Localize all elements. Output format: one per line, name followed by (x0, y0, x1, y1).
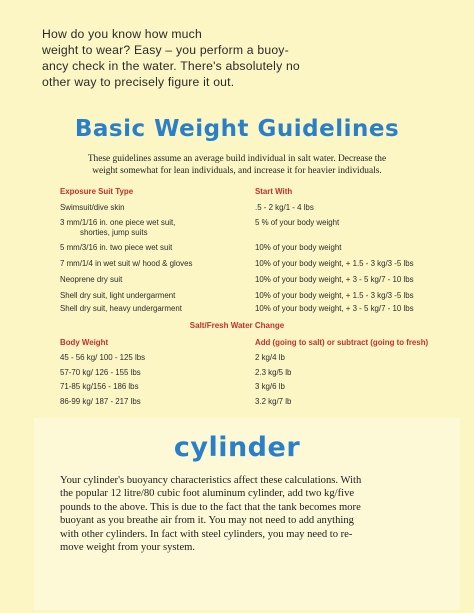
guidelines-note (60, 153, 414, 177)
suit-type: Neoprene dry suit (60, 275, 123, 284)
guidelines-title: Basic Weight Guidelines (74, 116, 400, 142)
suit-type: Swimsuit/dive skin (60, 203, 125, 212)
table-row (60, 367, 430, 381)
table-row (60, 290, 430, 304)
intro-line: How do you know how much (42, 27, 202, 41)
cylinder-line: the popular 12 litre/80 cubic foot aluminum cylinder, add two kg/five (60, 488, 355, 500)
weight-change: 3.2 kg/7 lb (255, 397, 292, 406)
weight-change: 3 kg/6 lb (255, 382, 285, 391)
body-weight: 71-85 kg/156 - 186 lbs (60, 382, 139, 391)
weight-change: 2 kg/4 lb (255, 353, 285, 362)
cylinder-line: buoyant as you breathe air from it. You may not need to add anything (60, 515, 354, 527)
cylinder-line: pounds to the above. This is due to the fact that the tank becomes more (60, 501, 361, 513)
table-row (60, 227, 430, 241)
header-exposure-suit: Exposure Suit Type (60, 187, 134, 196)
start-weight: 10% of your body weight, + 3 - 5 kg/7 - 10 lbs (255, 275, 414, 284)
cylinder-line: with other cylinders. In fact with steel cylinders, you may need to re- (60, 528, 353, 540)
table-row (60, 202, 430, 216)
table-row (60, 396, 430, 410)
cylinder-paragraph (60, 474, 430, 554)
suit-type: shorties, jump suits (80, 228, 148, 237)
suit-table-header (60, 186, 430, 200)
suit-type: 3 mm/1/16 in. one piece wet suit, (60, 218, 176, 227)
note-line: These guidelines assume an average build individual in salt water. Decrease the (87, 154, 387, 164)
body-weight: 86-99 kg/ 187 - 217 lbs (60, 397, 141, 406)
table-row (60, 381, 430, 395)
table-row (60, 274, 430, 288)
cylinder-line: Your cylinder's buoyancy characteristics affect these calculations. With (60, 475, 362, 486)
suit-type: 5 mm/3/16 in. two piece wet suit (60, 243, 173, 252)
body-weight: 57-70 kg/ 126 - 155 lbs (60, 368, 141, 377)
start-weight: 10% of your body weight (255, 243, 342, 252)
table-row (60, 242, 430, 256)
intro-line: other way to precisely figure it out. (42, 75, 235, 89)
weight-change: 2.3 kg/5 lb (255, 368, 292, 377)
intro-paragraph (42, 26, 442, 90)
header-start-with: Start With (255, 187, 293, 196)
water-change-title: Salt/Fresh Water Change (189, 321, 285, 330)
body-weight: 45 - 56 kg/ 100 - 125 lbs (60, 353, 146, 362)
suit-type: 7 mm/1/4 in wet suit w/ hood & gloves (60, 259, 193, 268)
water-table-header (60, 337, 430, 351)
start-weight: 10% of your body weight, + 1.5 - 3 kg/3 -5 lbs (255, 291, 414, 300)
start-weight: 5 % of your body weight (255, 218, 340, 227)
table-row (60, 352, 430, 366)
start-weight: .5 - 2 kg/1 - 4 lbs (255, 203, 314, 212)
cylinder-title: cylinder (173, 432, 301, 463)
cylinder-line: move weight from your system. (60, 542, 196, 554)
suit-type: Shell dry suit, light undergarment (60, 291, 176, 300)
start-weight: 10% of your body weight, + 3 - 5 kg/7 - 10 lbs (255, 304, 414, 313)
note-line: weight somewhat for lean individuals, and increase it for heavier individuals. (92, 166, 382, 176)
intro-line: ancy check in the water. There's absolutely no (42, 59, 300, 73)
suit-type: Shell dry suit, heavy undergarment (60, 304, 182, 313)
header-body-weight: Body Weight (60, 338, 109, 347)
start-weight: 10% of your body weight, + 1.5 - 3 kg/3 -5 lbs (255, 259, 414, 268)
header-add-subtract: Add (going to salt) or subtract (going to fresh) (255, 338, 429, 347)
intro-line: weight to wear? Easy – you perform a buoy- (42, 43, 289, 57)
table-row (60, 258, 430, 272)
table-row (60, 303, 430, 317)
